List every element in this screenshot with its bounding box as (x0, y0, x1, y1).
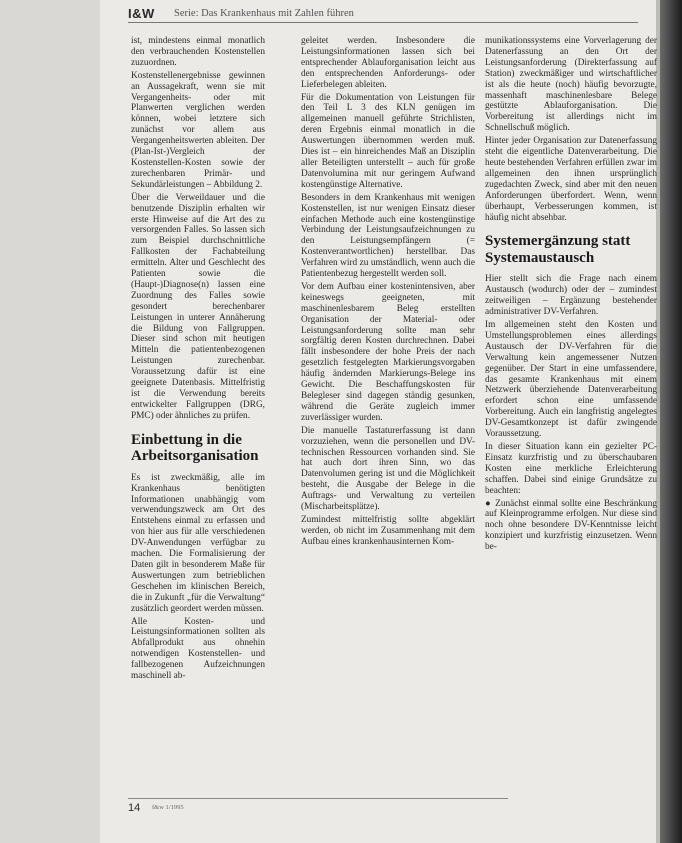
paragraph: ist, mindestens einmal monatlich den verbrauchenden Kostenstellen zuzuordnen. (131, 36, 265, 68)
paragraph: Hier stellt sich die Frage nach einem Austausch (wodurch) oder der – zumindest zeitweiligen – Ergänzung bestehender administrativer DV-Verfahren. (485, 274, 657, 318)
paragraph: Vor dem Aufbau einer kostenintensiven, aber keineswegs geeigneten, mit maschinenlesbarem Beleg erstellten Organisation der Material- oder Leistungsanforderung sollte man sehr sorgfältig deren Kosten durchrechnen. Dabei fällt insbesondere der hohe Preis der nach gesetzlich festgelegten Markierungsvorgaben häufig ändernden Markierungs-Belege ins Gewicht. Die Beschaffungskosten für Belegleser sind dagegen ständig gesunken, während die Geräte zugleich immer zuverlässiger wurden. (301, 281, 475, 423)
bullet-paragraph: ● Zunächst einmal sollte eine Beschränkung auf Kleinprogramme erfolgen. Nur diese sind noch ohne besondere DV-Kenntnisse leicht konzipiert und kurzfristig einzusetzen. Wenn be- (485, 499, 657, 554)
paragraph: Zumindest mittelfristig sollte abgeklärt werden, ob nicht im Zusammenhang mit dem Aufbau eines krankenhausinternen Kom- (301, 514, 475, 547)
section-heading: Systemergänzung statt Systemaustausch (485, 233, 631, 266)
publication-info: f&w 1/1995 (152, 804, 184, 811)
paragraph: In dieser Situation kann ein gezielter PC-Einsatz kurzfristig und zu überschaubaren Kosten eine merkliche Erleichterung schaffen. Dabei sind einige Grundsätze zu beachten: (485, 442, 657, 496)
page-edge-shadow (660, 0, 682, 843)
journal-logo: I&W (128, 6, 155, 21)
paragraph: Kostenstellenergebnisse gewinnen an Aussagekraft, wenn sie mit Vergangenheits- oder mit Planwerten verglichen werden können, wobei letztere sich zunächst vor allem aus Vergangenheitswerten ableiten. Der (Plan-Ist-)Vergleich der Kostenstellen-Kosten sowie der zurechenbaren Primär- und Sekundärleistungen – Abbildung 2. (131, 70, 265, 190)
paragraph: Besonders in dem Krankenhaus mit wenigen Kostenstellen, ist nur wenigen Einsatz dieser einfachen Methode auch eine kostengünstige Verbindung der Leistungsaufzeichnungen zu den Leistungsempfängern (= Kostenverantwortlichen) herstellbar. Das Verfahren wird zu umständlich, wenn auch die Patientenbezug hergestellt werden soll. (301, 192, 475, 280)
page-footer (128, 800, 548, 814)
paragraph: Im allgemeinen steht den Kosten und Umstellungsproblemen eines allerdings Austausch der DV-Verfahren für die Verwaltung kein angemessener Nutzen gegenüber. Der Start in eine umfassendere, das gesamte Krankenhaus mit einem Netzwerk überziehende Datenverarbeitung erfordert schon eine umfassende Vorbereitung. Auch ein langfristig angelegtes DV-Gesamtkonzept ist dafür zwingende Voraussetzung. (485, 320, 657, 440)
masthead-rule (128, 22, 638, 23)
column-2 (301, 36, 475, 550)
page-number: 14 (128, 802, 141, 814)
column-3 (485, 36, 657, 555)
paragraph: Die manuelle Tastaturerfassung ist dann vorzuziehen, wenn die personellen und DV-technischen Ressourcen vorhanden sind. Sie hat auch dort ihren Sinn, wo das Datenvolumen gering ist und die Möglichkeit besteht, die Ausgabe der Belege in die Auftrags- und Verwaltung zu verteilen (Mischarbeitsplätze). (301, 425, 475, 513)
footer-rule (128, 798, 508, 799)
paragraph: Über die Verweildauer und die benutzende Disziplin erhalten wir erste Hinweise auf die Art des zu versorgenden Falles. So lassen sich zum Beispiel durchschnittliche Fallkosten der Fachabteilung ermitteln. Alter und Geschlecht des Patienten sowie die (Haupt-)Diagnose(n) lassen eine Zuordnung des Falles sowie gesondert berechenbarer Leistungen in unterer Annäherung die Bildung von Fallgruppen. Dieser sind schon mit heutigen Mitteln die patientenbezogenen Leistungen zurechenbar. Voraussetzung dafür ist eine geeignete Datenbasis. Mittelfristig ist die Verwendung bereits entwickelter Fallgruppen (DRG, PMC) oder ähnliches zu prüfen. (131, 192, 265, 421)
paragraph: Es ist zweckmäßig, alle im Krankenhaus benötigten Informationen unabhängig vom verwendungszweck am Ort des Entstehens einmal zu erfassen und von hier aus für alle verschiedenen DV-Anwendungen verfügbar zu machen. Die Formalisierung der Daten gilt in besonderem Maße für Auswertungen zum betrieblichen Geschehen im klinischen Bereich, die in Zukunft „für die Verwaltung“ zusätzlich geordert werden müssen. (131, 472, 265, 614)
section-heading: Einbettung in die Arbeitsorganisation (131, 431, 259, 465)
series-title: Serie: Das Krankenhaus mit Zahlen führen (174, 8, 354, 19)
paragraph: Alle Kosten- und Leistungsinformationen sollten als Abfallprodukt aus ohnehin notwendigen Kostenstellen- und fallbezogenen Aufzeichnungen maschinell ab- (131, 616, 265, 682)
column-1 (131, 36, 265, 684)
paragraph: Hinter jeder Organisation zur Datenerfassung steht die eigentliche Datenverarbeitung. Die heute bestehenden Verfahren erfüllen zwar im allgemeinen den ihnen ursprünglich zugedachten Zweck, sind aber mit den neuen Anforderungen überfordert. Wenn, wenn überhaupt, Verbesserungen kommen, ist häufig nicht absehbar. (485, 136, 657, 223)
paragraph: geleitet werden. Insbesondere die Leistungsinformationen lassen sich bei entsprechender Ablauforganisation leicht aus den entsprechenden Anforderungs- oder Lieferbelegen ableiten. (301, 36, 475, 90)
paragraph: munikationssystems eine Vorverlagerung der Datenerfassung an den Ort der Leistungsanforderung (Direkterfassung auf Station) zweckmäßiger und wirtschaftlicher ist als die heute (noch) häufig bevorzugte, massenhaft maschinenlesbare Belege gestützte Ablauforganisation. Die Vorbereitung ist allerdings nicht im Schnellschuß möglich. (485, 36, 657, 134)
paragraph: Für die Dokumentation von Leistungen für den Teil L 3 des KLN genügen im allgemeinen manuell geführte Strichlisten, deren Ergebnis einmal monatlich in die Auswertungen übernommen werden muß. Dies ist – ein hinreichendes Maß an Disziplin aller Beteiligten unterstellt – auch für große Datenvolumina mit nur geringem Aufwand kostengünstige Alternative. (301, 92, 475, 190)
